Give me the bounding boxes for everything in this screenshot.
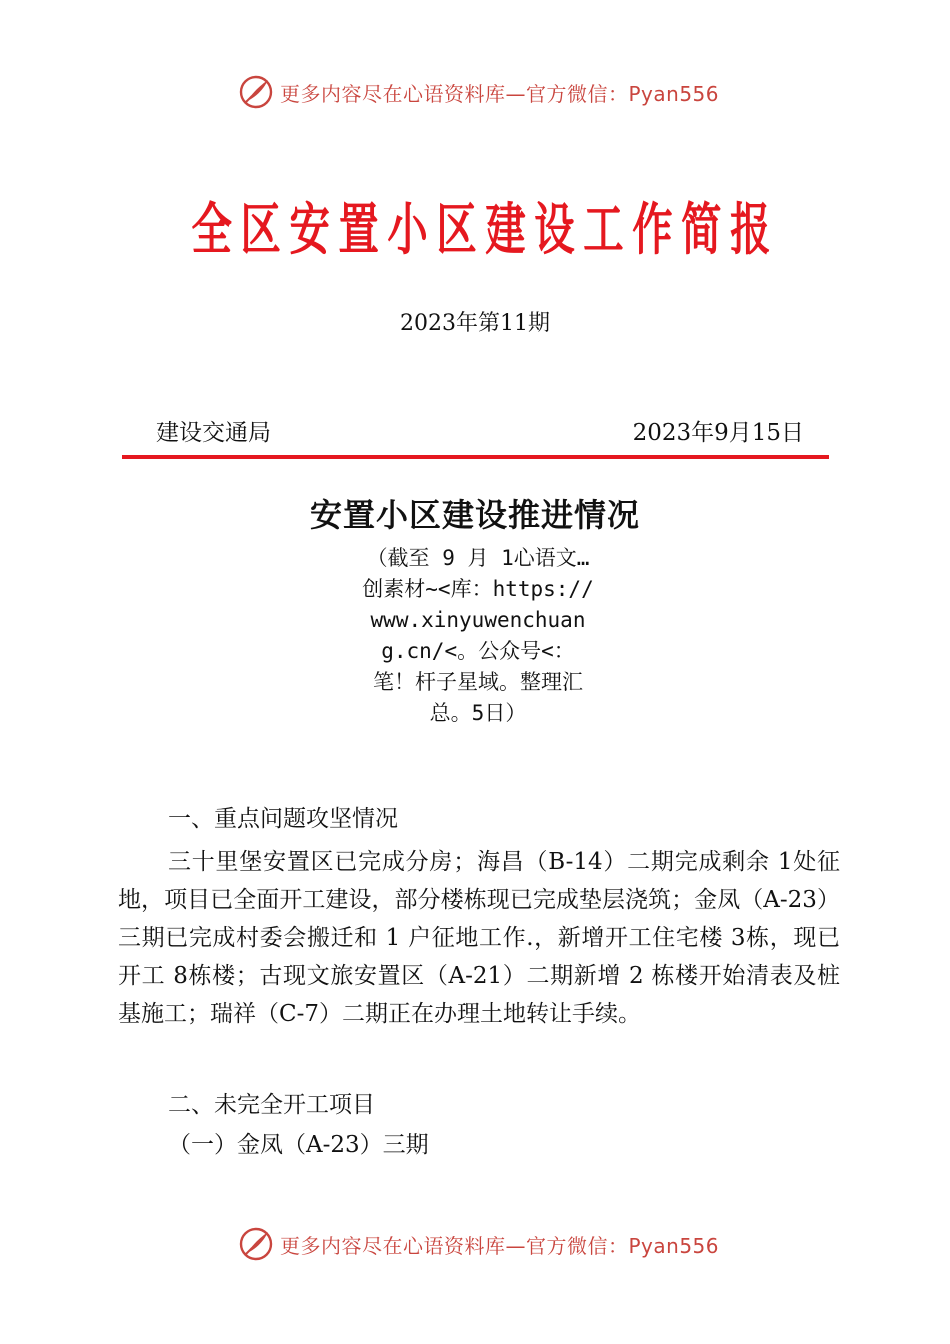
section1-heading: 一、重点问题攻坚情况: [168, 806, 398, 832]
watermark-bottom: [238, 1224, 719, 1264]
section2-heading: 二、未完全开工项目: [168, 1092, 375, 1118]
feather-quill-logo-icon: [238, 1226, 274, 1262]
red-header-rule: [122, 455, 829, 459]
article-title: 安置小区建设推进情况: [309, 496, 640, 534]
watermark-text: 更多内容尽在心语资料库—官方微信：Pyan556: [280, 81, 720, 106]
watermark-text: 更多内容尽在心语资料库—官方微信：Pyan556: [280, 1233, 720, 1258]
issue-number: 2023年第11期: [400, 311, 550, 336]
department-name: 建设交通局: [156, 420, 271, 446]
article-subtitle: （截至 9 月 1心语文…创素材~<库：https://www.xinyuwenchuang.cn/<。公众号<：笔！杆子星域。整理汇总。5日）: [362, 546, 594, 725]
publish-date: 2023年9月15日: [632, 420, 804, 446]
section2-subheading-1: （一）金凤（A-23）三期: [168, 1132, 429, 1158]
watermark-top: [238, 72, 719, 112]
bulletin-headline: 全区安置小区建设工作简报: [191, 198, 780, 263]
section1-paragraph: 三十里堡安置区已完成分房；海昌（B-14）二期完成剩余 1处征地，项目已全面开工建设，部分楼栋现已完成垫层浇筑；金凤（A-23）三期已完成村委会搬迁和 1 户征地工作.，新增开工住宅楼 3栋，现已开工 8栋楼；古现文旅安置区（A-21）二期新增 2 栋楼开始清表及桩基施工；瑞祥（C-7）二期正在办理土地转让手续。: [118, 849, 840, 1027]
feather-quill-logo-icon: [238, 74, 274, 110]
